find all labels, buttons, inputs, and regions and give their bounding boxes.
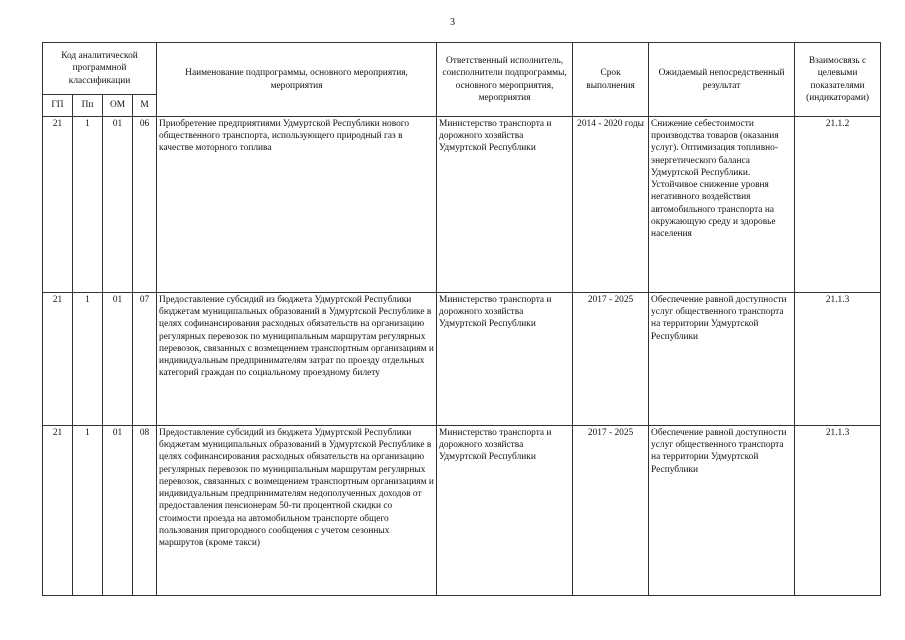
header-term: Срок выполнения [573,43,649,117]
program-activities-table [42,42,881,596]
header-code-group: Код аналитической программной классификации [43,43,157,95]
cell-link: 21.1.2 [795,117,881,293]
cell-gp: 21 [43,293,73,426]
cell-term: 2014 - 2020 годы [573,117,649,293]
table-header [43,43,881,117]
cell-result: Обеспечение равной доступности услуг общественного транспорта на территории Удмуртской Республики [649,426,795,596]
cell-responsible: Министерство транспорта и дорожного хозяйства Удмуртской Республики [437,426,573,596]
table-row [43,293,881,426]
cell-m: 08 [133,426,157,596]
cell-term: 2017 - 2025 [573,293,649,426]
cell-om: 01 [103,426,133,596]
cell-m: 07 [133,293,157,426]
table-row [43,426,881,596]
header-link: Взаимосвязь с целевыми показателями (индикаторами) [795,43,881,117]
table-row [43,117,881,293]
cell-link: 21.1.3 [795,426,881,596]
cell-responsible: Министерство транспорта и дорожного хозяйства Удмуртской Республики [437,117,573,293]
header-m: М [133,95,157,117]
cell-result: Обеспечение равной доступности услуг общественного транспорта на территории Удмуртской Республики [649,293,795,426]
header-responsible: Ответственный исполнитель, соисполнители подпрограммы, основного мероприятия, мероприятия [437,43,573,117]
cell-name: Приобретение предприятиями Удмуртской Республики нового общественного транспорта, использующего природный газ в качестве моторного топлива [157,117,437,293]
cell-responsible: Министерство транспорта и дорожного хозяйства Удмуртской Республики [437,293,573,426]
header-name: Наименование подпрограммы, основного мероприятия, мероприятия [157,43,437,117]
header-result: Ожидаемый непосредственный результат [649,43,795,117]
cell-name: Предоставление субсидий из бюджета Удмуртской Республики бюджетам муниципальных образований в Удмуртской Республике в целях софинансирования расходных обязательств на организацию регулярных перевозок по муниципальным маршрутам регулярных перевозок, связанных с возмещением транспортным организациям и индивидуальным предпринимателям затрат по проезду отдельных категорий граждан по социальному проездному билету [157,293,437,426]
header-pp: Пп [73,95,103,117]
header-gp: ГП [43,95,73,117]
cell-pp: 1 [73,426,103,596]
cell-om: 01 [103,117,133,293]
cell-term: 2017 - 2025 [573,426,649,596]
header-om: ОМ [103,95,133,117]
cell-name: Предоставление субсидий из бюджета Удмуртской Республики бюджетам муниципальных образований в Удмуртской Республике в целях софинансирования расходных обязательств на организацию регулярных перевозок по муниципальным маршрутам регулярных перевозок, связанных с возмещением транспортным организациям и индивидуальным предпринимателям недополученных доходов от предоставления пенсионерам 50-ти процентной скидки со стоимости проезда на автомобильном транспорте общего пользования пригородного сообщения с учетом сезонных маршрутов (кроме такси) [157,426,437,596]
header-row-1 [43,43,881,95]
cell-pp: 1 [73,117,103,293]
cell-pp: 1 [73,293,103,426]
cell-result: Снижение себестоимости производства товаров (оказания услуг). Оптимизация топливно-энергетического баланса Удмуртской Республики. Устойчивое снижение уровня негативного воздействия автомобильного транспорта на окружающую среду и здоровье населения [649,117,795,293]
page-number: 3 [450,17,455,28]
cell-om: 01 [103,293,133,426]
cell-gp: 21 [43,426,73,596]
cell-gp: 21 [43,117,73,293]
cell-m: 06 [133,117,157,293]
cell-link: 21.1.3 [795,293,881,426]
